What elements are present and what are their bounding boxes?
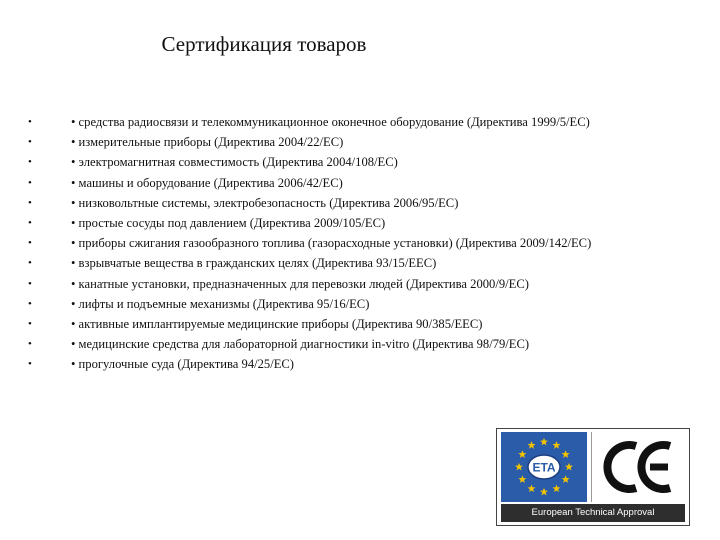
list-item-text: • приборы сжигания газообразного топлива (газорасходные установки) (Директива 2009/142/EC) bbox=[71, 236, 592, 251]
eu-stars-icon bbox=[501, 432, 587, 502]
star-icon bbox=[528, 441, 536, 449]
bullet-marker: • bbox=[28, 196, 32, 209]
star-icon bbox=[553, 484, 561, 492]
list-item bbox=[28, 294, 698, 314]
star-icon bbox=[565, 463, 573, 471]
list-item-text: • низковольтные системы, электробезопасность (Директива 2006/95/EC) bbox=[71, 195, 459, 210]
star-icon bbox=[528, 484, 536, 492]
bullet-marker: • bbox=[28, 216, 32, 229]
list-item bbox=[28, 334, 698, 354]
bullet-marker: • bbox=[28, 156, 32, 169]
bullet-marker: • bbox=[28, 317, 32, 330]
bullet-marker: • bbox=[28, 297, 32, 310]
list-item bbox=[28, 274, 698, 294]
bullet-marker: • bbox=[28, 358, 32, 371]
ce-mark bbox=[591, 432, 686, 502]
bullet-marker: • bbox=[28, 116, 32, 128]
list-item-text: • электромагнитная совместимость (Директива 2004/108/EC) bbox=[71, 155, 398, 170]
list-item-text: • канатные установки, предназначенных для перевозки людей (Директива 2000/9/EC) bbox=[71, 276, 529, 291]
list-item bbox=[28, 233, 698, 253]
list-item-text: • активные имплантируемые медицинские приборы (Директива 90/385/EEC) bbox=[71, 316, 483, 331]
list-item bbox=[28, 314, 698, 334]
list-item bbox=[28, 173, 698, 193]
star-icon bbox=[518, 475, 526, 483]
bullet-marker: • bbox=[28, 237, 32, 250]
eu-stars-emblem bbox=[501, 432, 587, 502]
list-item bbox=[28, 112, 698, 132]
star-icon bbox=[540, 488, 548, 496]
eta-ce-logo bbox=[496, 428, 690, 526]
eta-label: ETA bbox=[532, 460, 556, 475]
directive-list bbox=[28, 112, 698, 374]
list-item bbox=[28, 354, 698, 374]
bullet-marker: • bbox=[28, 257, 32, 270]
list-item bbox=[28, 152, 698, 172]
star-icon bbox=[515, 463, 523, 471]
bullet-marker: • bbox=[28, 136, 32, 149]
star-icon bbox=[562, 450, 570, 458]
star-icon bbox=[518, 450, 526, 458]
list-item bbox=[28, 193, 698, 213]
star-icon bbox=[540, 438, 548, 446]
logo-caption: European Technical Approval bbox=[501, 504, 685, 522]
page-title: Сертификация товаров bbox=[161, 32, 367, 56]
list-item-text: • медицинские средства для лабораторной диагностики in-vitro (Директива 98/79/EC) bbox=[71, 337, 530, 352]
list-item-text: • лифты и подъемные механизмы (Директива 95/16/EC) bbox=[71, 296, 370, 311]
list-item bbox=[28, 253, 698, 273]
bullet-marker: • bbox=[28, 338, 32, 351]
list-item-text: • измерительные приборы (Директива 2004/22/EC) bbox=[71, 135, 344, 150]
list-item bbox=[28, 132, 698, 152]
star-icon bbox=[553, 441, 561, 449]
star-icon bbox=[562, 475, 570, 483]
bullet-marker: • bbox=[28, 176, 32, 189]
list-item-text: • машины и оборудование (Директива 2006/42/EC) bbox=[71, 175, 343, 190]
list-item bbox=[28, 213, 698, 233]
list-item-text: • прогулочные суда (Директива 94/25/EC) bbox=[71, 357, 294, 372]
bullet-marker: • bbox=[28, 277, 32, 290]
list-item-text: • средства радиосвязи и телекоммуникационное оконечное оборудование (Директива 1999/5/EC) bbox=[71, 115, 590, 129]
list-item-text: • взрывчатые вещества в гражданских целях (Директива 93/15/EEC) bbox=[71, 256, 437, 271]
ce-mark-icon bbox=[592, 432, 686, 502]
list-item-text: • простые сосуды под давлением (Директива 2009/105/EC) bbox=[71, 215, 386, 230]
